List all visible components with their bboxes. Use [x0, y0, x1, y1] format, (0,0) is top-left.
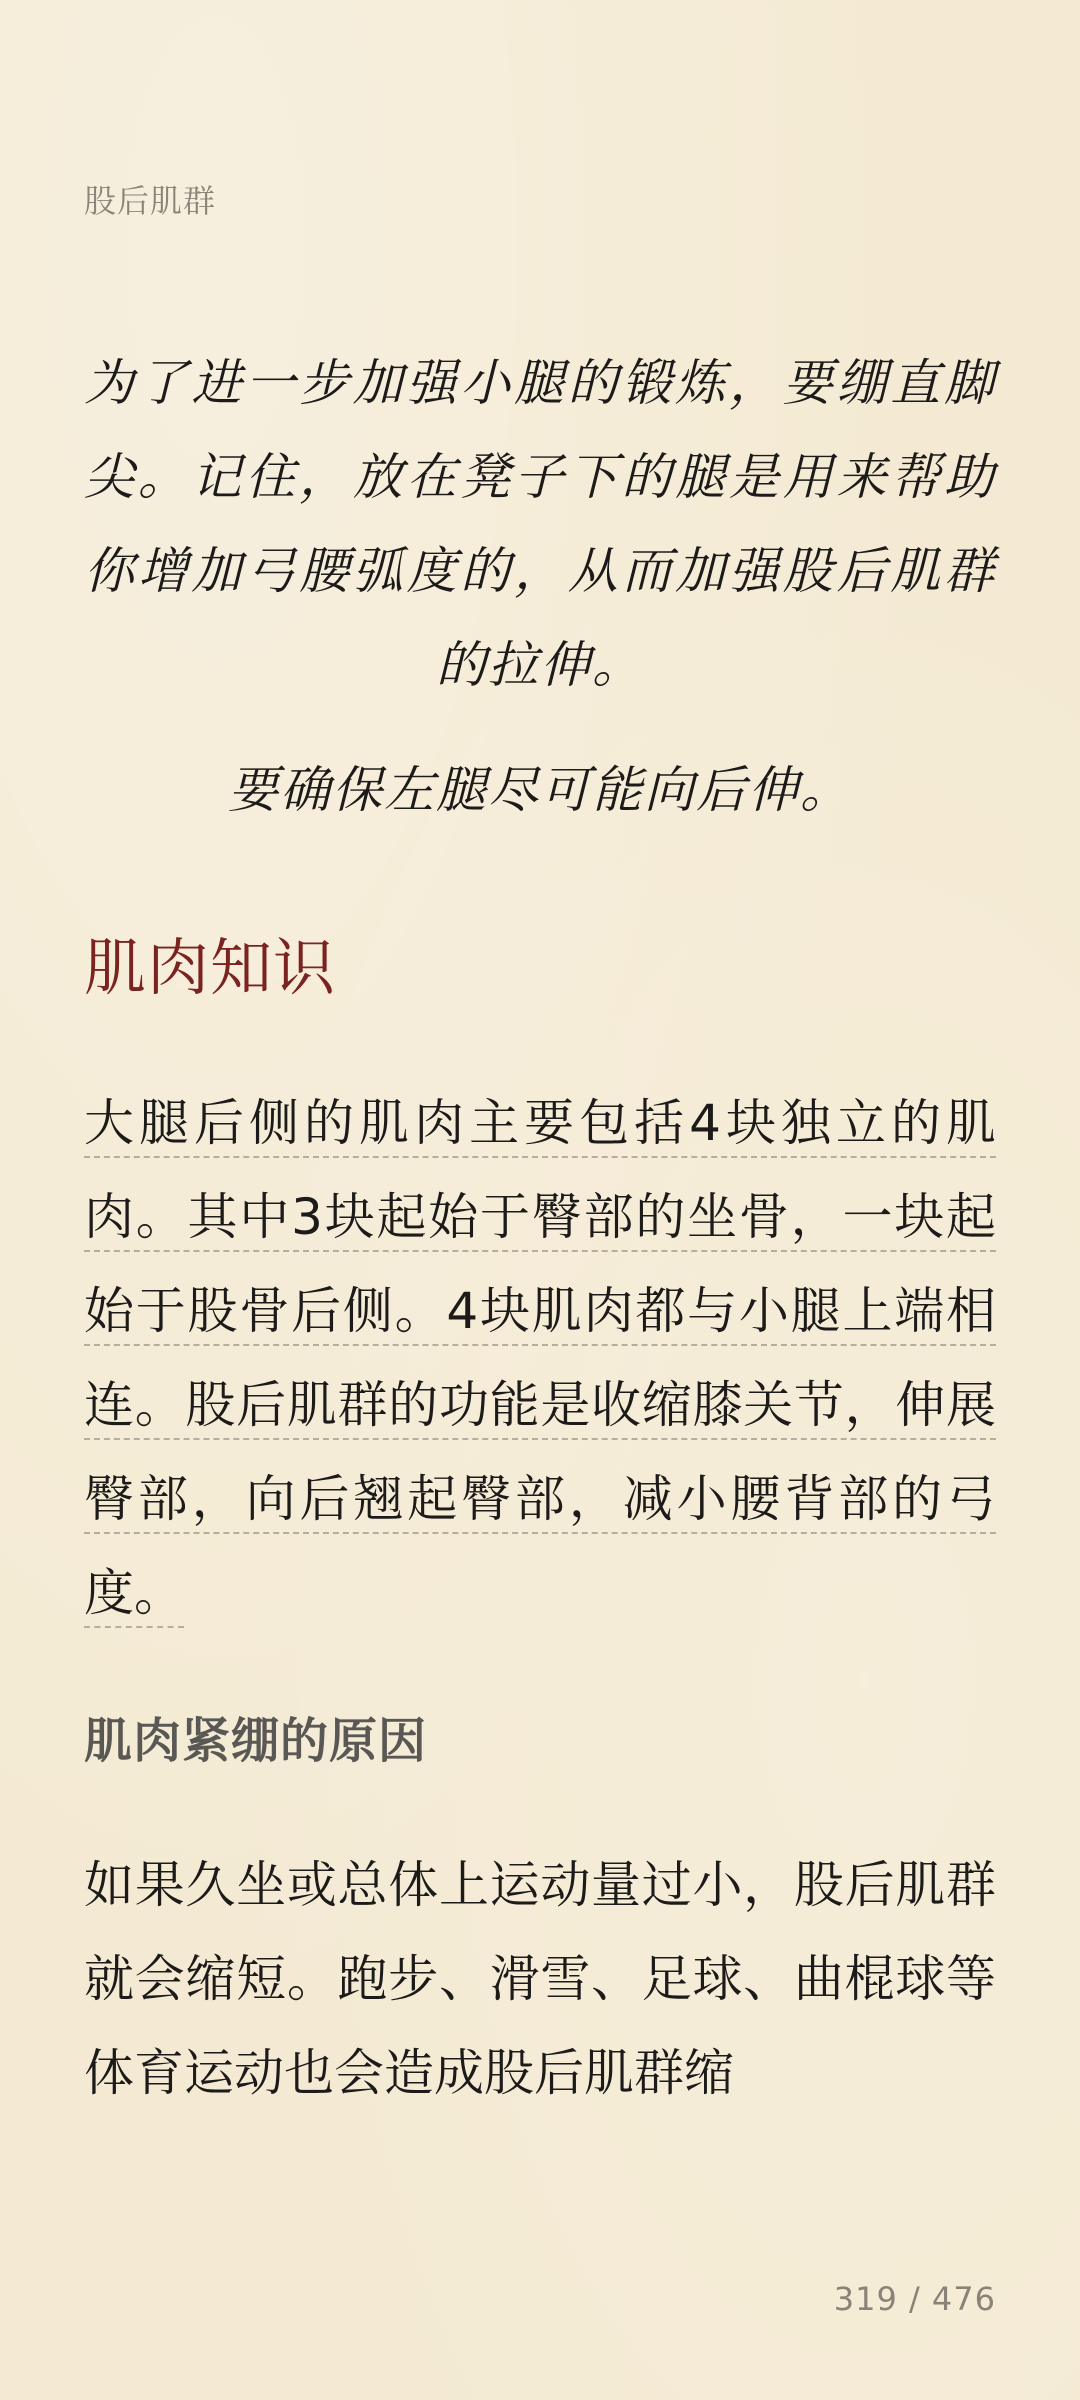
- chapter-title: 股后肌群: [84, 182, 217, 220]
- tightness-causes-paragraph: [84, 1838, 996, 2120]
- muscle-knowledge-paragraph[interactable]: [84, 1076, 996, 1640]
- page-indicator: 319 / 476: [833, 2280, 996, 2318]
- instruction-paragraph: [84, 336, 996, 712]
- tightness-causes-text: 如果久坐或总体上运动量过小，股后肌群就会缩短。跑步、滑雪、足球、曲棍球等体育运动也会造成股后肌群缩: [84, 1856, 996, 2102]
- section-heading-muscle-knowledge: 肌肉知识: [84, 931, 337, 1004]
- subheading-tightness-causes: 肌肉紧绷的原因: [84, 1713, 428, 1769]
- instruction-text: 为了进一步加强小腿的锻炼，要绷直脚尖。记住，放在凳子下的腿是用来帮助你增加弓腰弧度的，从而加强股后肌群的拉伸。: [84, 354, 996, 694]
- instruction-paragraph-2: 要确保左腿尽可能向后伸。: [228, 761, 852, 819]
- highlighted-text[interactable]: 大腿后侧的肌肉主要包括4块独立的肌肉。其中3块起始于臀部的坐骨，一块起始于股骨后侧。4块肌肉都与小腿上端相连。股后肌群的功能是收缩膝关节，伸展臀部，向后翘起臀部，减小腰背部的弓度。: [84, 1094, 996, 1622]
